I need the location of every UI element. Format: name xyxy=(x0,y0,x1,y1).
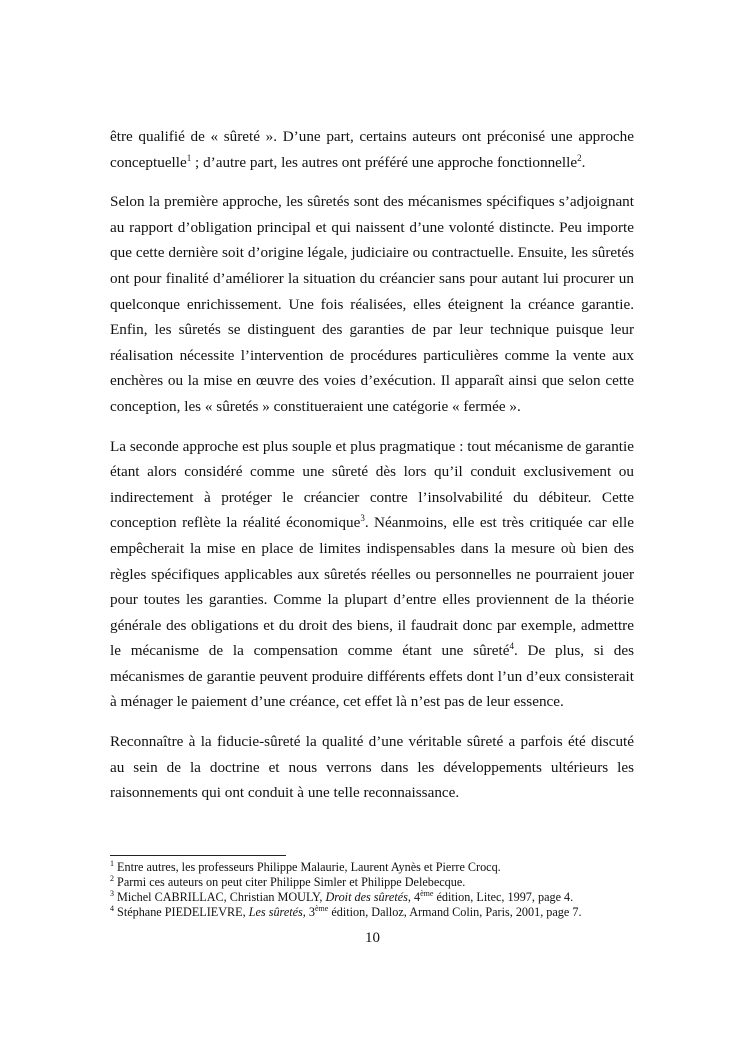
footnote-reference: 1 xyxy=(186,152,192,163)
footnote-text: Michel CABRILLAC, Christian MOULY, xyxy=(114,890,326,904)
footnote-number: 1 xyxy=(110,859,114,868)
footnote-text: Stéphane PIEDELIEVRE, xyxy=(114,905,249,919)
footnote xyxy=(110,875,670,890)
paragraph xyxy=(110,124,634,175)
footnote xyxy=(110,860,670,875)
text-run: . De plus, si des mécanismes de garantie peuvent produire différents effets dont l’un d’eux consisterait à ménager le paiement d’une créance, cet effet là n’est pas de leur essence. xyxy=(110,642,634,711)
paragraph xyxy=(110,729,634,806)
text-run: ; d’autre part, les autres ont préféré une approche fonctionnelle xyxy=(191,153,578,171)
footnote-text: Parmi ces auteurs on peut citer Philippe Simler et Philippe Delebecque. xyxy=(114,875,466,889)
text-run: . xyxy=(581,153,586,171)
paragraph xyxy=(110,189,634,419)
footnote xyxy=(110,905,670,920)
footnote-text: 3 xyxy=(305,905,315,919)
body-text xyxy=(110,124,634,820)
footnote-separator xyxy=(110,855,286,856)
footnote-title: Droit des sûretés xyxy=(325,890,408,904)
text-run: Reconnaître à la fiducie-sûreté la qualité d’une véritable sûreté a parfois été discuté au sein de la doctrine et nous verrons dans les développements ultérieurs les raisonnements qui ont conduit à une telle reconnaissance. xyxy=(110,733,634,802)
edition-superscript: ème xyxy=(420,889,434,898)
footnote-number: 2 xyxy=(110,874,114,883)
footnotes xyxy=(110,860,670,920)
footnote-number: 4 xyxy=(110,904,114,913)
footnote-text: édition, Litec, 1997, page 4. xyxy=(433,890,574,904)
text-run: La seconde approche est plus souple et plus pragmatique : tout mécanisme de garantie étant alors considéré comme une sûreté dès lors qu’il conduit exclusivement ou indirectement à protéger le créancier contre l’insolvabilité du débiteur. Cette conception reflète la réalité économique xyxy=(110,437,634,532)
footnote-reference: 4 xyxy=(509,641,514,652)
paragraph xyxy=(110,434,634,716)
footnote-text: Entre autres, les professeurs Philippe Malaurie, Laurent Aynès et Pierre Crocq. xyxy=(114,860,501,874)
text-run: . Néanmoins, elle est très critiquée car elle empêcherait la mise en place de limites indispensables dans la mesure où bien des règles spécifiques applicables aux sûretés réelles ou personnelles ne pourraient jouer pour toutes les garanties. Comme la plupart d’entre elles proviennent de la théorie générale des obligations et du droit des biens, il faudrait donc par exemple, admettre le mécanisme de la compensation comme étant une sûreté xyxy=(110,514,634,660)
footnote-reference: 3 xyxy=(360,513,365,524)
footnote-title: Les sûretés, xyxy=(248,905,306,919)
text-run: être qualifié de « sûreté ». D’une part, certains auteurs ont préconisé une approche conceptuelle xyxy=(110,128,634,171)
page-number: 10 xyxy=(365,930,380,946)
footnote-text: , 4 xyxy=(407,890,421,904)
edition-superscript: ème xyxy=(314,904,329,913)
footnote xyxy=(110,890,670,905)
footnote-number: 3 xyxy=(110,889,114,898)
footnote-reference: 2 xyxy=(577,152,582,163)
text-run: Selon la première approche, les sûretés sont des mécanismes spécifiques s’adjoignant au rapport d’obligation principal et qui naissent d’une volonté distincte. Peu importe que cette dernière soit d’origine légale, judiciaire ou contractuelle. Ensuite, les sûretés ont pour finalité d’améliorer la situation du créancier sans pour autant lui procurer un quelconque enrichissement. Une fois réalisées, elles éteignent la créance garantie. Enfin, les sûretés se distinguent des garanties de par leur technique puisque leur réalisation nécessite l’intervention de procédures particulières comme la vente aux enchères ou la mise en œuvre des voies d’exécution. Il apparaît ainsi que selon cette conception, les « sûretés » constitueraient une catégorie « fermée ». xyxy=(110,193,634,415)
footnote-text: édition, Dalloz, Armand Colin, Paris, 2001, page 7. xyxy=(328,905,582,919)
